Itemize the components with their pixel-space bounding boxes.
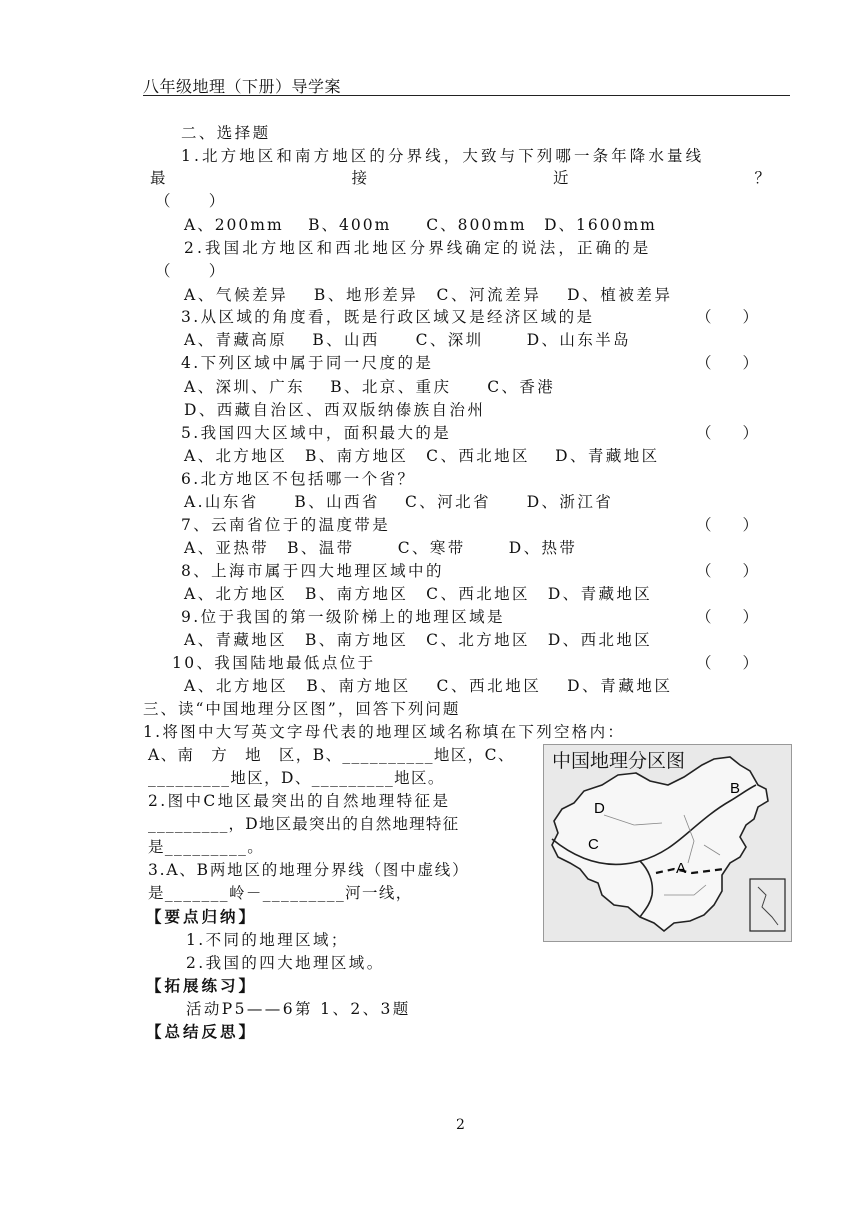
page-header-title: 八年级地理（下册）导学案: [143, 77, 342, 96]
key-point-1: 1.不同的地理区域；: [186, 931, 349, 949]
s3-q1-line-2: A、南 方 地 区，B、__________地区，C、: [148, 746, 515, 764]
s3-q2-line-3: 是_________。: [148, 838, 265, 856]
q3-options: A、青藏高原 B、山西 C、深圳 D、山东半岛: [184, 331, 632, 349]
q4-options-2: D、西藏自治区、西双版纳傣族自治州: [184, 401, 486, 419]
q1-stem-continued: [150, 166, 770, 188]
q5-options: A、北方地区 B、南方地区 C、西北地区 D、青藏地区: [184, 447, 660, 465]
q7-options: A、亚热带 B、温带 C、寒带 D、热带: [184, 539, 578, 557]
q9-answer-paren: （ ）: [696, 608, 759, 626]
q2-stem: 2.我国北方地区和西北地区分界线确定的说法，正确的是: [184, 239, 652, 257]
header-rule: [143, 95, 790, 96]
q1-options: A、200mm B、400m C、800mm D、1600mm: [184, 216, 657, 234]
map-label-d: D: [594, 800, 605, 817]
q4-answer-paren: （ ）: [696, 354, 759, 372]
s3-q3-line-2: 是_______岭－_________河一线，: [148, 884, 413, 902]
q3-stem: 3.从区域的角度看，既是行政区域又是经济区域的是: [181, 308, 595, 326]
map-label-a: A: [676, 860, 687, 877]
map-label-c: C: [588, 836, 599, 853]
q5-stem: 5.我国四大区域中，面积最大的是: [181, 424, 452, 442]
q9-options: A、青藏地区 B、南方地区 C、北方地区 D、西北地区: [184, 631, 653, 649]
south-sea-inset: [750, 879, 785, 931]
practice-text: 活动P5——6第 1、2、3题: [186, 1000, 411, 1018]
s3-q1-line-3: _________地区，D、_________地区。: [148, 769, 445, 787]
s3-q3-line-1: 3.A、B两地区的地理分界线（图中虚线）: [148, 861, 470, 879]
section-2-title: 二、选择题: [181, 124, 271, 142]
q10-options: A、北方地区 B、南方地区 C、西北地区 D、青藏地区: [184, 677, 673, 695]
q3-answer-paren: （ ）: [696, 308, 759, 326]
q7-stem: 7、云南省位于的温度带是: [181, 516, 391, 534]
s3-q2-line-1: 2.图中C地区最突出的自然地理特征是: [148, 792, 451, 810]
page-number: 2: [456, 1117, 465, 1133]
s3-q1-line-1: 1.将图中大写英文字母代表的地理区域名称填在下列空格内：: [143, 723, 626, 741]
q10-answer-paren: （ ）: [696, 654, 759, 672]
q10-stem: 10、我国陆地最低点位于: [172, 654, 376, 672]
q7-answer-paren: （ ）: [696, 516, 759, 534]
q4-stem: 4.下列区域中属于同一尺度的是: [181, 354, 434, 372]
q2-answer-paren: （ ）: [155, 262, 227, 280]
key-point-2: 2.我国的四大地理区域。: [186, 954, 385, 972]
q1-word-1: 最: [150, 169, 166, 187]
practice-title: 【拓展练习】: [146, 976, 258, 995]
q8-answer-paren: （ ）: [696, 562, 759, 580]
china-regions-map: [543, 744, 792, 942]
q6-stem: 6.北方地区不包括哪一个省？: [181, 470, 416, 488]
summary-title: 【总结反思】: [146, 1022, 258, 1041]
q5-answer-paren: （ ）: [696, 424, 759, 442]
q4-options-1: A、深圳、广东 B、北京、重庆 C、香港: [184, 378, 556, 396]
map-title: 中国地理分区图: [552, 750, 686, 772]
q1-word-2: 接: [351, 169, 367, 187]
q8-stem: 8、上海市属于四大地理区域中的: [181, 562, 444, 580]
map-label-b: B: [730, 780, 741, 797]
china-regions-map-drawing: [544, 745, 791, 941]
q2-options: A、气候差异 B、地形差异 C、河流差异 D、植被差异: [184, 286, 673, 304]
section-3-title: 三、读“中国地理分区图”，回答下列问题: [143, 700, 461, 718]
q1-answer-paren: （ ）: [155, 192, 227, 210]
s3-q2-line-2: _________，D地区最突出的自然地理特征: [148, 815, 460, 833]
q1-word-4: ？: [754, 169, 770, 187]
q1-stem: 1.北方地区和南方地区的分界线，大致与下列哪一条年降水量线: [181, 147, 705, 165]
q8-options: A、北方地区 B、南方地区 C、西北地区 D、青藏地区: [184, 585, 653, 603]
key-points-title: 【要点归纳】: [146, 907, 258, 926]
q9-stem: 9.位于我国的第一级阶梯上的地理区域是: [181, 608, 505, 626]
q6-options: A.山东省 B、山西省 C、河北省 D、浙江省: [184, 493, 614, 511]
q1-word-3: 近: [552, 169, 569, 187]
